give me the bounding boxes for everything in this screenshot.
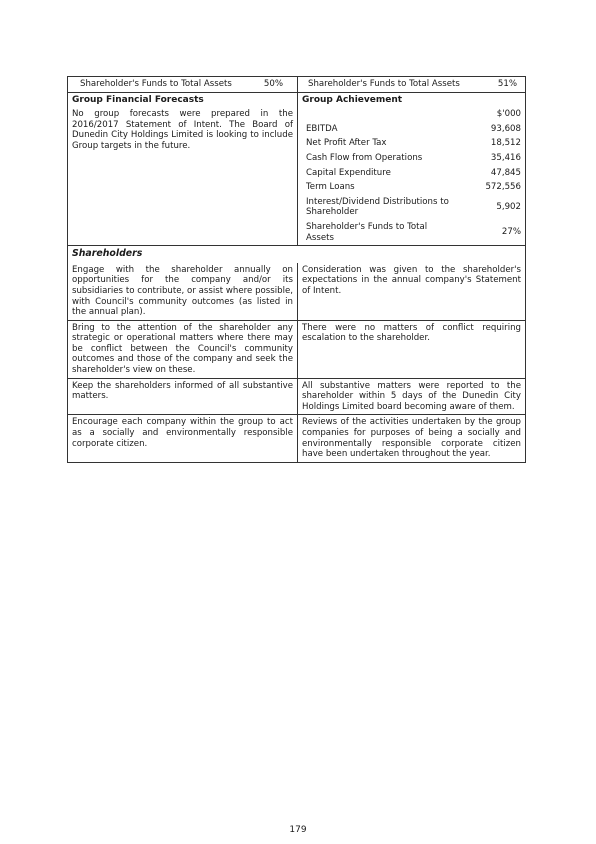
- achievement-row: [298, 122, 525, 137]
- achievement-label: Term Loans: [306, 182, 355, 193]
- shareholder-achievement-text: All substantive matters were reported to the shareholder within 5 days of the Dunedin City Holdings Limited board becoming aware of them.: [302, 380, 521, 412]
- shareholder-row: [68, 263, 525, 320]
- achievement-row: [298, 151, 525, 166]
- achievement-row: [298, 180, 525, 195]
- shareholder-row: [68, 320, 525, 378]
- achieved-funds-cell: [298, 77, 525, 92]
- achievement-value: 572,556: [485, 182, 521, 193]
- table-row-shareholders-heading: [68, 245, 525, 263]
- forecasts-text: No group forecasts were prepared in the 2016/2017 Statement of Intent. The Board of Dunedin City Holdings Limited is looking to include Group targets in the future.: [72, 109, 293, 151]
- achieved-funds-label: Shareholder's Funds to Total Assets: [308, 79, 460, 89]
- achievement-row: [298, 136, 525, 151]
- achievement-row: [298, 195, 525, 220]
- achieved-funds-value: 51%: [497, 79, 517, 89]
- target-funds-value: 50%: [263, 79, 283, 89]
- target-funds-cell: [68, 77, 298, 92]
- shareholders-heading: Shareholders: [72, 248, 143, 260]
- forecasts-cell: [68, 93, 298, 246]
- achievement-label: Capital Expenditure: [306, 167, 391, 178]
- achievement-list: [298, 122, 525, 245]
- shareholder-target-text: Bring to the attention of the shareholder any strategic or operational matters where there may be conflict between the Council's community outcomes and those of the company and seek the shareholder's view on these.: [68, 321, 298, 378]
- achievement-value: 27%: [501, 227, 521, 238]
- achievement-label: Net Profit After Tax: [306, 138, 387, 149]
- shareholder-achievement-text: Reviews of the activities undertaken by the group companies for purposes of being a socially and environmentally responsible corporate citizen have been undertaken throughout the year.: [302, 417, 521, 460]
- achievement-value: 93,608: [490, 123, 521, 134]
- achievement-label: Interest/Dividend Distributions to Shareholder: [306, 196, 449, 218]
- table-row-funds: [68, 77, 525, 92]
- achievement-label: EBITDA: [306, 123, 338, 134]
- achievement-label: Cash Flow from Operations: [306, 152, 423, 163]
- achievement-cell: [298, 93, 525, 246]
- shareholder-achievement-text: Consideration was given to the shareholder's expectations in the annual company's Statement of Intent.: [302, 264, 521, 296]
- achievement-value: 5,902: [496, 202, 521, 213]
- target-funds-label: Shareholder's Funds to Total Assets: [80, 79, 232, 89]
- achievement-value: 35,416: [490, 152, 521, 163]
- shareholder-target-text: Engage with the shareholder annually on opportunities for the company and/or its subsidiaries to contribute, or assist where possible, with Council's community outcomes (as listed in the annual plan).: [68, 263, 298, 320]
- shareholder-row: [68, 378, 525, 415]
- shareholder-target-text: Keep the shareholders informed of all substantive matters.: [68, 379, 298, 415]
- achievement-value: 47,845: [490, 167, 521, 178]
- forecasts-heading: Group Financial Forecasts: [72, 94, 204, 105]
- achievement-label: Shareholder's Funds to Total Assets: [306, 221, 428, 243]
- performance-table: [67, 76, 526, 463]
- achievement-heading: Group Achievement: [302, 94, 403, 105]
- achievement-unit: $'000: [496, 109, 521, 120]
- achievement-value: 18,512: [490, 138, 521, 149]
- shareholders-rows: [68, 263, 525, 462]
- page-number: 179: [289, 825, 307, 835]
- shareholder-achievement-text: There were no matters of conflict requiring escalation to the shareholder.: [302, 322, 521, 344]
- table-row-forecasts: [68, 92, 525, 246]
- shareholder-row: [68, 414, 525, 461]
- achievement-row: [298, 220, 525, 245]
- achievement-row: [298, 166, 525, 181]
- shareholder-target-text: Encourage each company within the group to act as a socially and environmentally responsible corporate citizen.: [68, 415, 298, 461]
